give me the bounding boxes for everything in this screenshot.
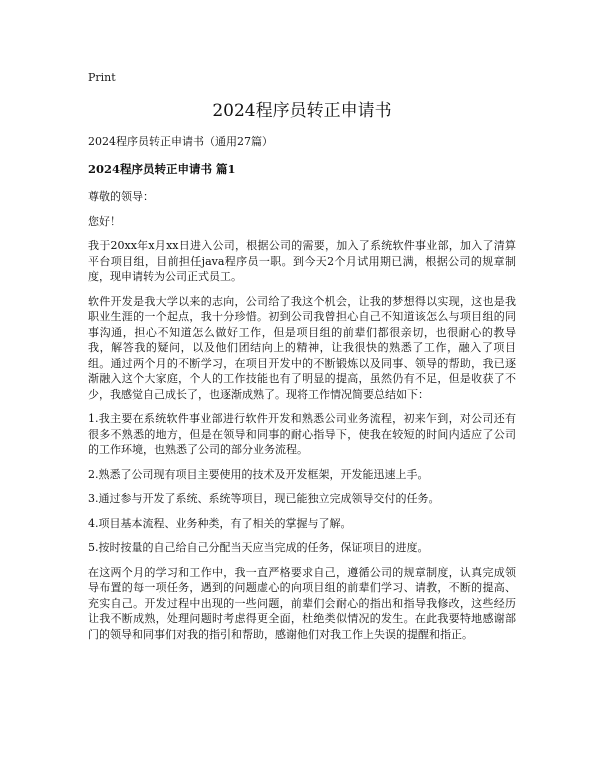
greeting: 您好！ — [88, 214, 121, 228]
body-paragraph: 软件开发是我大学以来的志向，公司给了我这个机会，让我的梦想得以实现，这也是我职业生涯的一个起点，我十分珍惜。初到公司我曾担心自己不知道该怎么与项目组的同事沟通，担心不知道怎么做好工作，但是项目组的前辈们都很亲切，也很耐心的教导我，解答我的疑问，以及他们团结向上的精神，让我很快的熟悉了工作，融入了项目组。通过两个月的不断学习，在项目开发中的不断锻炼以及同事、领导的帮助，我已逐渐融入这个大家庭，个人的工作技能也有了明显的提高，虽然仍有不足，但是收获了不少，我感觉自己成长了，也逐渐成熟了。现将工作情况简要总结如下： — [88, 294, 516, 401]
list-item: 5.按时按量的自己给自己分配当天应当完成的任务，保证项目的进度。 — [88, 541, 429, 554]
body-paragraph: 在这两个月的学习和工作中，我一直严格要求自己，遵循公司的规章制度，认真完成领导布置的每一项任务，遇到的问题虚心的向项目组的前辈们学习、请教，不断的提高、充实自己。开发过程中出现的一些问题，前辈们会耐心的指出和指导我修改，这些经历让我不断成熟，处理问题时考虑得更全面，杜绝类似情况的发生。在此我要特地感谢部门的领导和同事们对我的指引和帮助，感谢他们对我工作上失误的提醒和指正。 — [88, 565, 516, 641]
document-body — [88, 189, 516, 651]
document-title: 2024程序员转正申请书 — [212, 101, 392, 121]
body-paragraph: 我于20xx年x月xx日进入公司，根据公司的需要，加入了系统软件事业部，加入了清算平台项目组，目前担任java程序员一职。到今天2个月试用期已满，根据公司的规章制度，现申请转为公司正式员工。 — [88, 239, 516, 283]
list-item: 2.熟悉了公司现有项目主要使用的技术及开发框架，开发能迅速上手。 — [88, 467, 429, 481]
list-item: 4.项目基本流程、业务种类，有了相关的掌握与了解。 — [88, 516, 352, 530]
document-subtitle: 2024程序员转正申请书（通用27篇） — [88, 135, 273, 148]
salutation: 尊敬的领导： — [88, 190, 154, 203]
section-heading: 2024程序员转正申请书 篇1 — [88, 162, 236, 176]
print-link[interactable]: Print — [88, 71, 116, 84]
list-item: 3.通过参与开发了系统、系统等项目，现已能独立完成领导交付的任务。 — [88, 492, 440, 505]
list-item: 1.我主要在系统软件事业部进行软件开发和熟悉公司业务流程，初来乍到，对公司还有很多不熟悉的地方，但是在领导和同事的耐心指导下，使我在较短的时间内适应了公司的工作环境，也熟悉了公司的部分业务流程。 — [88, 412, 516, 456]
